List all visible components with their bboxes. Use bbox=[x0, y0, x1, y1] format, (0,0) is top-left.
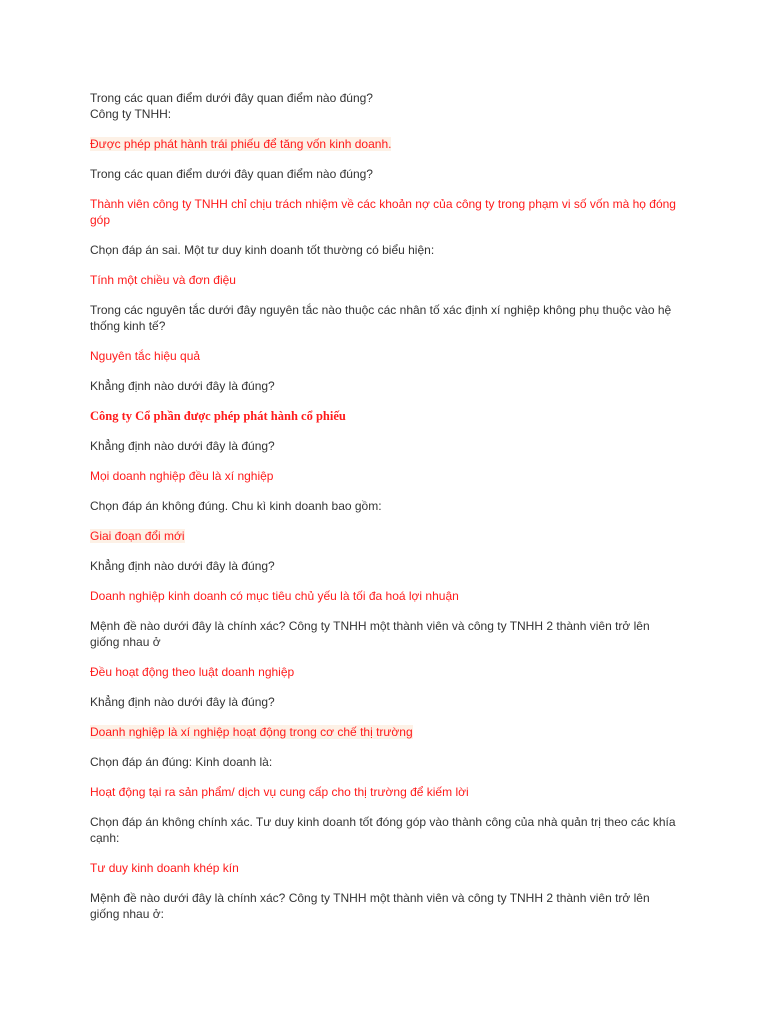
text-line bbox=[90, 242, 680, 258]
text-line bbox=[90, 468, 680, 484]
answer-text bbox=[90, 272, 680, 288]
text-run: Doanh nghiệp là xí nghiệp hoạt động trong cơ chế thị trường bbox=[90, 725, 413, 739]
text-line bbox=[90, 106, 680, 122]
text-line bbox=[90, 196, 680, 212]
text-run: Công ty TNHH: bbox=[90, 107, 172, 121]
text-line bbox=[90, 136, 680, 152]
text-line bbox=[90, 212, 680, 228]
text-line bbox=[90, 378, 680, 394]
text-run: Khẳng định nào dưới đây là đúng? bbox=[90, 379, 275, 393]
question-text bbox=[90, 814, 680, 846]
text-line bbox=[90, 694, 680, 710]
text-line bbox=[90, 784, 680, 800]
text-line bbox=[90, 890, 680, 906]
answer-text bbox=[90, 408, 680, 424]
text-run: Chọn đáp án không chính xác. Tư duy kinh doanh tốt đóng góp vào thành công của nhà quản trị theo các khía bbox=[90, 815, 676, 829]
text-line bbox=[90, 754, 680, 770]
question-text bbox=[90, 618, 680, 650]
text-line bbox=[90, 860, 680, 876]
text-line bbox=[90, 724, 680, 740]
question-text bbox=[90, 558, 680, 574]
answer-text bbox=[90, 860, 680, 876]
question-text bbox=[90, 166, 680, 182]
text-line bbox=[90, 634, 680, 650]
text-run: Chọn đáp án sai. Một tư duy kinh doanh tốt thường có biểu hiện: bbox=[90, 243, 435, 257]
question-text bbox=[90, 242, 680, 258]
text-line bbox=[90, 408, 680, 424]
text-line bbox=[90, 814, 680, 830]
text-run: thống kinh tế? bbox=[90, 319, 166, 333]
text-run: Khẳng định nào dưới đây là đúng? bbox=[90, 439, 275, 453]
text-run: giống nhau ở: bbox=[90, 907, 164, 921]
answer-text bbox=[90, 348, 680, 364]
text-run: Tư duy kinh doanh khép kín bbox=[90, 861, 239, 875]
text-run: Được phép phát hành trái phiếu để tăng vốn kinh doanh. bbox=[90, 137, 392, 151]
text-line bbox=[90, 348, 680, 364]
answer-text bbox=[90, 784, 680, 800]
text-line bbox=[90, 588, 680, 604]
text-line bbox=[90, 166, 680, 182]
text-run: Trong các quan điểm dưới đây quan điểm nào đúng? bbox=[90, 91, 373, 105]
text-line bbox=[90, 302, 680, 318]
text-run: góp bbox=[90, 213, 111, 227]
text-run: Mệnh đề nào dưới đây là chính xác? Công ty TNHH một thành viên và công ty TNHH 2 thành viên trở lên bbox=[90, 891, 650, 905]
answer-text bbox=[90, 724, 680, 740]
text-run: Chọn đáp án đúng: Kinh doanh là: bbox=[90, 755, 273, 769]
question-text bbox=[90, 498, 680, 514]
text-run: Trong các nguyên tắc dưới đây nguyên tắc nào thuộc các nhân tố xác định xí nghiệp không phụ thuộc vào hệ bbox=[90, 303, 672, 317]
text-line bbox=[90, 558, 680, 574]
answer-text bbox=[90, 196, 680, 228]
question-text bbox=[90, 694, 680, 710]
question-text bbox=[90, 890, 680, 922]
answer-text bbox=[90, 664, 680, 680]
text-run: Công ty Cổ phần được phép phát hành cổ phiếu bbox=[90, 409, 346, 423]
question-text bbox=[90, 90, 680, 122]
text-run: Doanh nghiệp kinh doanh có mục tiêu chủ yếu là tối đa hoá lợi nhuận bbox=[90, 589, 459, 603]
text-run: Nguyên tắc hiệu quả bbox=[90, 349, 201, 363]
answer-text bbox=[90, 468, 680, 484]
text-line bbox=[90, 528, 680, 544]
text-line bbox=[90, 664, 680, 680]
text-line bbox=[90, 830, 680, 846]
text-run: Hoạt động tại ra sản phẩm/ dịch vụ cung cấp cho thị trường để kiếm lời bbox=[90, 785, 469, 799]
text-line bbox=[90, 906, 680, 922]
text-run: Thành viên công ty TNHH chỉ chịu trách nhiệm về các khoản nợ của công ty trong phạm vi số vốn mà họ đóng bbox=[90, 197, 676, 211]
text-run: giống nhau ở bbox=[90, 635, 161, 649]
text-line bbox=[90, 438, 680, 454]
text-run: Khẳng định nào dưới đây là đúng? bbox=[90, 559, 275, 573]
text-run: Khẳng định nào dưới đây là đúng? bbox=[90, 695, 275, 709]
question-text bbox=[90, 302, 680, 334]
question-text bbox=[90, 754, 680, 770]
text-run: Mọi doanh nghiệp đều là xí nghiệp bbox=[90, 469, 274, 483]
text-run: Giai đoạn đổi mới bbox=[90, 529, 185, 543]
text-line bbox=[90, 618, 680, 634]
question-text bbox=[90, 378, 680, 394]
text-run: Tính một chiều và đơn điệu bbox=[90, 273, 236, 287]
text-line bbox=[90, 498, 680, 514]
answer-text bbox=[90, 588, 680, 604]
text-run: Đều hoạt động theo luật doanh nghiệp bbox=[90, 665, 295, 679]
text-run: Trong các quan điểm dưới đây quan điểm nào đúng? bbox=[90, 167, 373, 181]
answer-text bbox=[90, 528, 680, 544]
answer-text bbox=[90, 136, 680, 152]
text-run: cạnh: bbox=[90, 831, 120, 845]
document-page bbox=[90, 90, 680, 922]
text-run: Chọn đáp án không đúng. Chu kì kinh doanh bao gồm: bbox=[90, 499, 382, 513]
text-line bbox=[90, 318, 680, 334]
text-line bbox=[90, 272, 680, 288]
text-line bbox=[90, 90, 680, 106]
text-run: Mệnh đề nào dưới đây là chính xác? Công ty TNHH một thành viên và công ty TNHH 2 thành viên trở lên bbox=[90, 619, 650, 633]
question-text bbox=[90, 438, 680, 454]
